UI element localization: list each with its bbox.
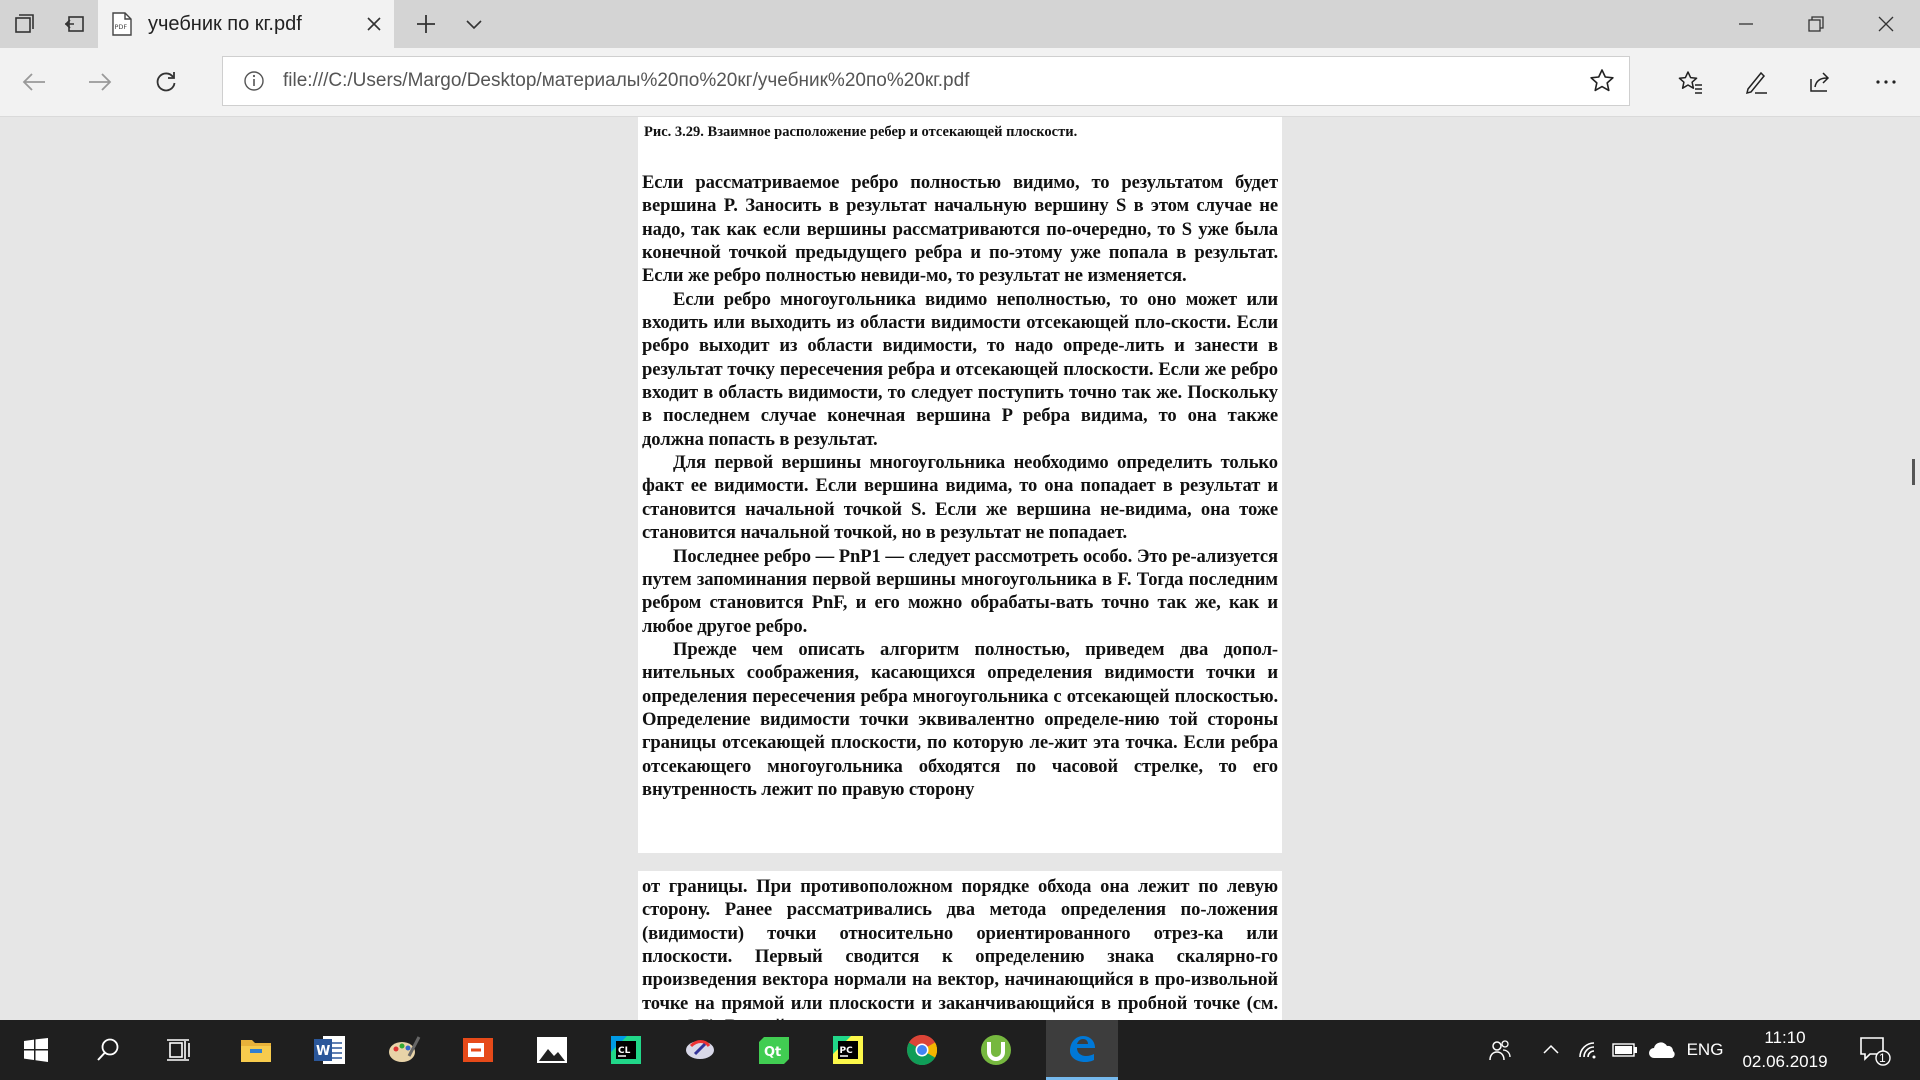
close-window-icon[interactable] <box>1852 0 1920 48</box>
scrollbar-thumb[interactable] <box>1912 459 1915 485</box>
svg-text:Qt: Qt <box>764 1045 782 1060</box>
info-icon[interactable] <box>243 70 265 92</box>
svg-text:W: W <box>316 1044 331 1059</box>
onedrive-cloud-icon[interactable] <box>1644 1020 1680 1080</box>
drawing-app-icon[interactable] <box>664 1020 736 1080</box>
svg-text:CL: CL <box>618 1046 631 1056</box>
slides-app-icon[interactable] <box>442 1020 514 1080</box>
minimize-icon[interactable] <box>1712 0 1780 48</box>
new-tab-icon[interactable] <box>402 0 450 48</box>
forward-icon[interactable] <box>76 58 124 106</box>
refresh-icon[interactable] <box>142 58 190 106</box>
address-bar[interactable] <box>222 56 1630 106</box>
tab-title: учебник по кг.pdf <box>148 13 302 35</box>
start-windows-icon[interactable] <box>0 1020 72 1080</box>
url-text[interactable]: file:///C:/Users/Margo/Desktop/материалы%20по%20кг/учебник%20по%20кг.pdf <box>283 70 970 91</box>
pdf-page <box>638 117 1282 853</box>
clion-icon[interactable] <box>590 1020 662 1080</box>
paragraph: Если рассматриваемое ребро полностью видимо, то результатом будет вершина P. Заносить в результат начальную вершину S в этом случае не надо, так как если вершины рассматриваются по-очередно, то S уже была конечной точкой предыдущего ребра и по-этому уже попала в результат. Если же ребро полностью невиди-мо, то результат не изменяется. <box>642 172 1278 287</box>
search-icon[interactable] <box>72 1020 144 1080</box>
navigation-bar <box>0 48 1920 117</box>
clock-date: 02.06.2019 <box>1742 1052 1828 1071</box>
paragraph: Последнее ребро — PnP1 — следует рассмотреть особо. Это ре-ализуется путем запоминания первой вершины многоугольника в F. Тогда последним ребром становится PnF, и его можно обрабаты-вать точно так же, как и любое другое ребро. <box>642 545 1278 637</box>
set-aside-tabs-icon[interactable] <box>50 0 98 48</box>
people-icon[interactable] <box>1480 1020 1520 1080</box>
svg-text:PDF: PDF <box>114 23 128 31</box>
paint-icon[interactable] <box>368 1020 440 1080</box>
favorites-hub-icon[interactable] <box>1666 58 1714 106</box>
title-bar <box>0 0 1920 48</box>
paragraph: от границы. При противоположном порядке обхода она лежит по левую сторону. Ранее рассматривались два метода определения по-ложения (видимости) точки относительно ориентированного отрез-ка или плоскости. Первый сводится к определению знака скалярно-го произведения вектора нормали на вектор, начинающийся в про-извольной точке на прямой или плоскости и заканчивающийся в пробной точке (см. <box>642 876 1278 1014</box>
battery-icon[interactable] <box>1608 1020 1642 1080</box>
photos-icon[interactable] <box>516 1020 588 1080</box>
restore-icon[interactable] <box>1782 0 1850 48</box>
file-explorer-icon[interactable] <box>220 1020 292 1080</box>
qt-icon[interactable] <box>738 1020 810 1080</box>
pdf-viewer[interactable] <box>0 117 1920 1019</box>
notification-count: 1 <box>1879 1051 1886 1065</box>
wifi-icon[interactable] <box>1572 1020 1606 1080</box>
taskbar <box>0 1020 1920 1080</box>
clock-time: 11:10 <box>1764 1028 1806 1047</box>
pdf-page <box>638 871 1282 1031</box>
figure-caption: Рис. 3.29. Взаимное расположение ребер и отсекающей плоскости. <box>644 124 1078 140</box>
edge-icon[interactable] <box>1046 1020 1118 1080</box>
favorite-star-icon[interactable] <box>1589 68 1615 94</box>
close-tab-icon[interactable] <box>362 12 386 36</box>
pdf-file-icon <box>112 12 132 36</box>
chrome-icon[interactable] <box>886 1020 958 1080</box>
language-indicator[interactable]: ENG <box>1686 1040 1724 1059</box>
back-icon[interactable] <box>10 58 58 106</box>
paragraph: Если ребро многоугольника видимо неполностью, то оно может или входить или выходить из области видимости отсекающей пло-скости. Если ребро выходит из области видимости, то надо опреде-лить и занести в результат точку пересечения ребра и отсекающей плоскости. Если же ребро входит в область видимости, то следует поступить точно так же. Поскольку в последнем случае конечная вершина P ребра видима, то она также должна попасть в результат. <box>642 288 1278 450</box>
share-icon[interactable] <box>1796 58 1844 106</box>
show-hidden-icons-chevron-icon[interactable] <box>1534 1020 1568 1080</box>
paragraph: Для первой вершины многоугольника необходимо определить только факт ее видимости. Если вершина видима, то она попадает в результат и становится начальной точкой S. Если же вершина не-видима, она тоже становится начальной точкой, но в результат не попадает. <box>642 452 1278 544</box>
task-view-icon[interactable] <box>144 1020 216 1080</box>
tab-preview-chevron-icon[interactable] <box>450 0 498 48</box>
word-icon[interactable] <box>294 1020 366 1080</box>
svg-text:PC: PC <box>839 1046 853 1056</box>
action-center-icon[interactable] <box>1850 1020 1900 1080</box>
utorrent-icon[interactable] <box>960 1020 1032 1080</box>
web-note-pen-icon[interactable] <box>1732 58 1780 106</box>
pycharm-icon[interactable] <box>812 1020 884 1080</box>
active-tab[interactable] <box>98 0 394 48</box>
more-options-icon[interactable] <box>1862 58 1910 106</box>
tab-manager-icon[interactable] <box>0 0 48 48</box>
page-text <box>642 875 1278 1038</box>
page-text <box>642 171 1278 801</box>
clock[interactable] <box>1740 1026 1830 1074</box>
paragraph: Прежде чем описать алгоритм полностью, приведем два допол-нительных соображения, касающихся определения видимости точки и определения пересечения ребра многоугольника с отсекающей плоскостью. Определение видимости точки эквивалентно определе-нию той стороны границы отсекающей плоскости, по которую ле-жит эта точка. Если ребра отсекающего многоугольника обходятся по часовой стрелке, то его внутренность лежит по правую сторону <box>642 638 1278 800</box>
